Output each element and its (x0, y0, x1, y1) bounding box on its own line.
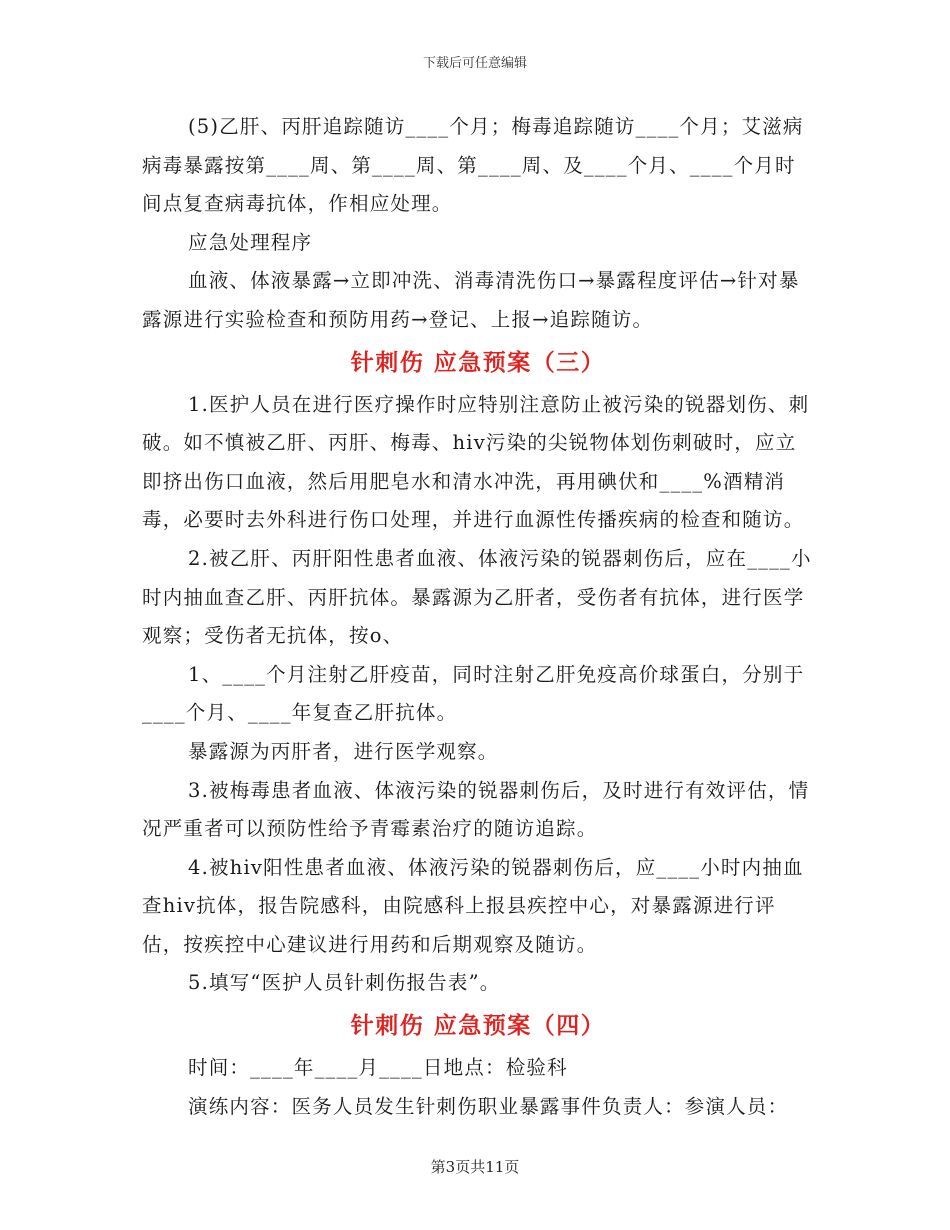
document-body (142, 108, 814, 1126)
paragraph-item-2: 2.被乙肝、丙肝阳性患者血液、体液污染的锐器刺伤后，应在____小时内抽血查乙肝、丙肝抗体。暴露源为乙肝者，受伤者有抗体，进行医学观察；受伤者无抗体，按o、 (142, 546, 812, 648)
page-header: 下载后可任意编辑 (422, 56, 527, 71)
section-title-4: 针刺伤 应急预案（四） (350, 1012, 606, 1040)
paragraph-time-place: 时间：____年____月____日地点：检验科 (188, 1056, 568, 1080)
paragraph-drill-content: 演练内容：医务人员发生针刺伤职业暴露事件负责人：参演人员： (188, 1094, 789, 1118)
paragraph-procedure-title: 应急处理程序 (188, 230, 313, 254)
paragraph-procedure-flow: 血液、体液暴露→立即冲洗、消毒清洗伤口→暴露程度评估→针对暴露源进行实验检查和预防用药→登记、上报→追踪随访。 (142, 269, 800, 331)
paragraph-item-3: 3.被梅毒患者血液、体液污染的锐器刺伤后，及时进行有效评估，情况严重者可以预防性给予青霉素治疗的随访追踪。 (142, 778, 810, 841)
paragraph-item-1: 1.医护人员在进行医疗操作时应特别注意防止被污染的锐器划伤、刺破。如不慎被乙肝、丙肝、梅毒、hiv污染的尖锐物体划伤刺破时，应立即挤出伤口血液，然后用肥皂水和清水冲洗，再用碘伏和____%酒精消毒，必要时去外科进行伤口处理，并进行血源性传播疾病的检查和随访。 (142, 392, 810, 532)
paragraph-vaccine: 1、____个月注射乙肝疫苗，同时注射乙肝免疫高价球蛋白，分别于____个月、____年复查乙肝抗体。 (142, 662, 805, 725)
paragraph-item-4: 4.被hiv阳性患者血液、体液污染的锐器刺伤后，应____小时内抽血查hiv抗体，报告院感科，由院感科上报县疾控中心，对暴露源进行评估，按疾控中心建议进行用药和后期观察及随访。 (142, 855, 804, 956)
paragraph-item-5: 5.填写“医护人员针刺伤报告表”。 (188, 971, 501, 995)
paragraph-hcv: 暴露源为丙肝者，进行医学观察。 (188, 739, 499, 763)
section-title-3: 针刺伤 应急预案（三） (350, 348, 606, 376)
page-number: 第3页共11页 (430, 1158, 520, 1176)
paragraph-followup: (5)乙肝、丙肝追踪随访____个月；梅毒追踪随访____个月；艾滋病病毒暴露按第____周、第____周、第____周、及____个月、____个月时间点复查病毒抗体，作相应处理。 (142, 115, 804, 216)
